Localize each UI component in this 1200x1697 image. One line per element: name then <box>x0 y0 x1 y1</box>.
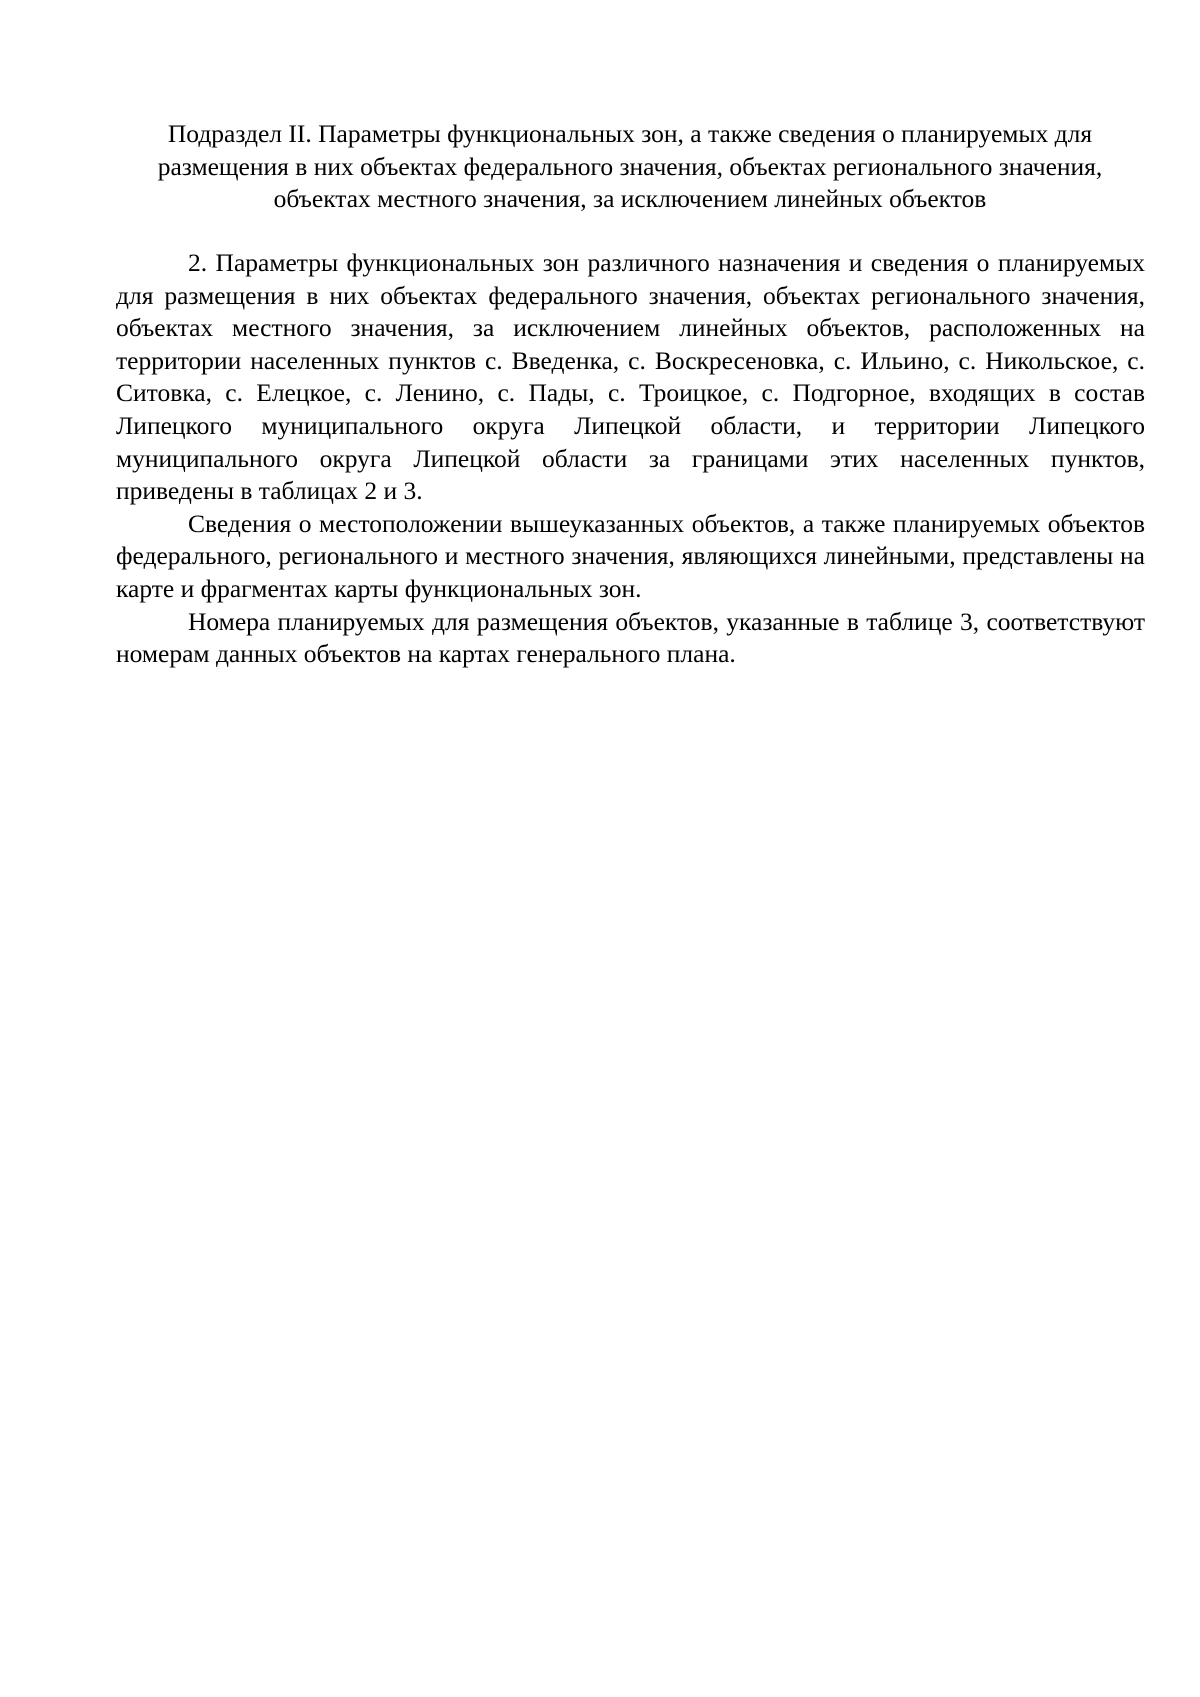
paragraph-parameters: 2. Параметры функциональных зон различного назначения и сведения о планируемых для размещения в них объектах федерального значения, объектах регионального значения, объектах местного значения, за исключением линейных объектов, расположенных на территории населенных пунктов с. Введенка, с. Воскресеновка, с. Ильино, с. Никольское, с. Ситовка, с. Елецкое, с. Ленино, с. Пады, с. Троицкое, с. Подгорное, входящих в состав Липецкого муниципального округа Липецкой области, и территории Липецкого муниципального округа Липецкой области за границами этих населенных пунктов, приведены в таблицах 2 и 3. <box>116 248 1145 506</box>
paragraph-object-numbers: Номера планируемых для размещения объектов, указанные в таблице 3, соответствуют номерам данных объектов на картах генерального плана. <box>116 606 1145 669</box>
document-body <box>116 247 1145 671</box>
section-heading: Подраздел II. Параметры функциональных зон, а также сведения о планируемых для размещения в них объектах федерального значения, объектах регионального значения, объектах местного значения, за исключением линейных объектов <box>157 119 1103 213</box>
paragraph-location-info: Сведения о местоположении вышеуказанных объектов, а также планируемых объектов федерального, регионального и местного значения, являющихся линейными, представлены на карте и фрагментах карты функциональных зон. <box>116 508 1145 603</box>
